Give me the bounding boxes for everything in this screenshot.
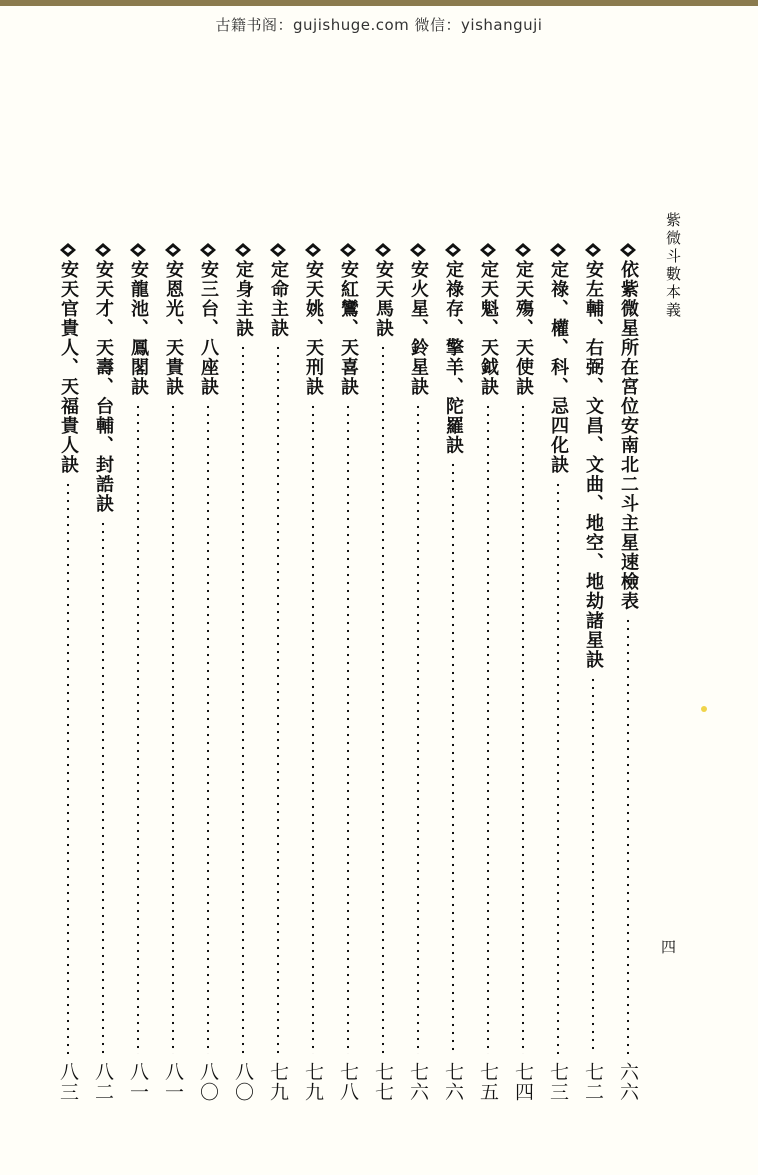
- toc-entry-11[interactable]: [265, 238, 291, 1110]
- diamond-bullet-icon: [199, 242, 217, 258]
- diamond-bullet-icon: [619, 242, 637, 258]
- toc-entry-title: 安火星、鈴星訣: [408, 260, 429, 397]
- dot-leader: [137, 403, 139, 1054]
- toc-entry-page: 八〇: [197, 1062, 219, 1102]
- toc-entry-title: 安天官貴人、天福貴人訣: [58, 260, 79, 475]
- toc-entry-page: 六六: [617, 1062, 639, 1102]
- toc-entry-13[interactable]: [195, 238, 221, 1110]
- toc-entry-page: 八三: [57, 1062, 79, 1102]
- toc-entry-5[interactable]: [475, 238, 501, 1110]
- dot-leader: [67, 481, 69, 1054]
- diamond-bullet-icon: [59, 242, 77, 258]
- toc-entry-title: 定祿存、擎羊、陀羅訣: [443, 260, 464, 455]
- toc-entry-title: 安天馬訣: [373, 260, 394, 338]
- toc-entry-title: 定天魁、天鉞訣: [478, 260, 499, 397]
- dot-leader: [557, 481, 559, 1054]
- toc-entry-2[interactable]: [580, 238, 606, 1110]
- diamond-bullet-icon: [409, 242, 427, 258]
- diamond-bullet-icon: [234, 242, 252, 258]
- toc-entry-page: 七五: [477, 1062, 499, 1102]
- toc-entry-6[interactable]: [440, 238, 466, 1110]
- toc-entry-1[interactable]: [615, 238, 641, 1110]
- toc-entry-page: 八一: [162, 1062, 184, 1102]
- toc-entry-title: 安三台、八座訣: [198, 260, 219, 397]
- toc-entry-page: 七七: [372, 1062, 394, 1102]
- diamond-bullet-icon: [129, 242, 147, 258]
- toc-entry-page: 七八: [337, 1062, 359, 1102]
- toc-entry-12[interactable]: [230, 238, 256, 1110]
- diamond-bullet-icon: [164, 242, 182, 258]
- toc-entry-title: 依紫微星所在宮位安南北二斗主星速檢表: [618, 260, 639, 611]
- toc-entry-10[interactable]: [300, 238, 326, 1110]
- toc-entry-17[interactable]: [55, 238, 81, 1110]
- dot-leader: [487, 403, 489, 1054]
- dot-leader: [277, 344, 279, 1054]
- dot-leader: [172, 403, 174, 1054]
- toc-entry-page: 八一: [127, 1062, 149, 1102]
- toc-entry-page: 八〇: [232, 1062, 254, 1102]
- toc-entry-title: 定身主訣: [233, 260, 254, 338]
- toc-entry-16[interactable]: [90, 238, 116, 1110]
- toc-entry-title: 安左輔、右弼、文昌、文曲、地空、地劫諸星訣: [583, 260, 604, 670]
- toc-entry-14[interactable]: [160, 238, 186, 1110]
- dot-leader: [347, 403, 349, 1054]
- dot-leader: [627, 617, 629, 1054]
- diamond-bullet-icon: [94, 242, 112, 258]
- diamond-bullet-icon: [444, 242, 462, 258]
- dot-leader: [522, 403, 524, 1054]
- toc-entry-3[interactable]: [545, 238, 571, 1110]
- page-number: 四: [661, 938, 677, 956]
- toc-entry-page: 七九: [267, 1062, 289, 1102]
- dot-leader: [312, 403, 314, 1054]
- toc-entry-9[interactable]: [335, 238, 361, 1110]
- toc-entry-title: 安紅鸞、天喜訣: [338, 260, 359, 397]
- toc-entry-8[interactable]: [370, 238, 396, 1110]
- toc-entry-7[interactable]: [405, 238, 431, 1110]
- diamond-bullet-icon: [304, 242, 322, 258]
- dot-leader: [417, 403, 419, 1054]
- toc-entry-4[interactable]: [510, 238, 536, 1110]
- toc-entry-page: 七四: [512, 1062, 534, 1102]
- diamond-bullet-icon: [269, 242, 287, 258]
- toc-entry-page: 七三: [547, 1062, 569, 1102]
- book-title: 紫微斗數本義: [664, 212, 682, 320]
- diamond-bullet-icon: [549, 242, 567, 258]
- toc-entry-page: 七二: [582, 1062, 604, 1102]
- diamond-bullet-icon: [374, 242, 392, 258]
- toc-entry-title: 安龍池、鳳閣訣: [128, 260, 149, 397]
- toc-entry-15[interactable]: [125, 238, 151, 1110]
- toc-entry-page: 七九: [302, 1062, 324, 1102]
- watermark-text: 古籍书阁：gujishuge.com 微信：yishanguji: [215, 16, 543, 34]
- dot-leader: [102, 520, 104, 1054]
- dot-leader: [452, 461, 454, 1054]
- dot-leader: [207, 403, 209, 1054]
- toc-entry-page: 八二: [92, 1062, 114, 1102]
- diamond-bullet-icon: [514, 242, 532, 258]
- toc-entry-title: 定命主訣: [268, 260, 289, 338]
- toc-entry-title: 安天姚、天刑訣: [303, 260, 324, 397]
- dot-leader: [242, 344, 244, 1054]
- paper-speck: [701, 706, 707, 712]
- diamond-bullet-icon: [339, 242, 357, 258]
- toc-entry-title: 定天殤、天使訣: [513, 260, 534, 397]
- diamond-bullet-icon: [479, 242, 497, 258]
- diamond-bullet-icon: [584, 242, 602, 258]
- toc-entry-title: 安恩光、天貴訣: [163, 260, 184, 397]
- toc-entry-page: 七六: [407, 1062, 429, 1102]
- toc-entry-title: 定祿、權、科、忌四化訣: [548, 260, 569, 475]
- toc-entry-title: 安天才、天壽、台輔、封誥訣: [93, 260, 114, 514]
- toc-entry-page: 七六: [442, 1062, 464, 1102]
- dot-leader: [592, 676, 594, 1054]
- dot-leader: [382, 344, 384, 1054]
